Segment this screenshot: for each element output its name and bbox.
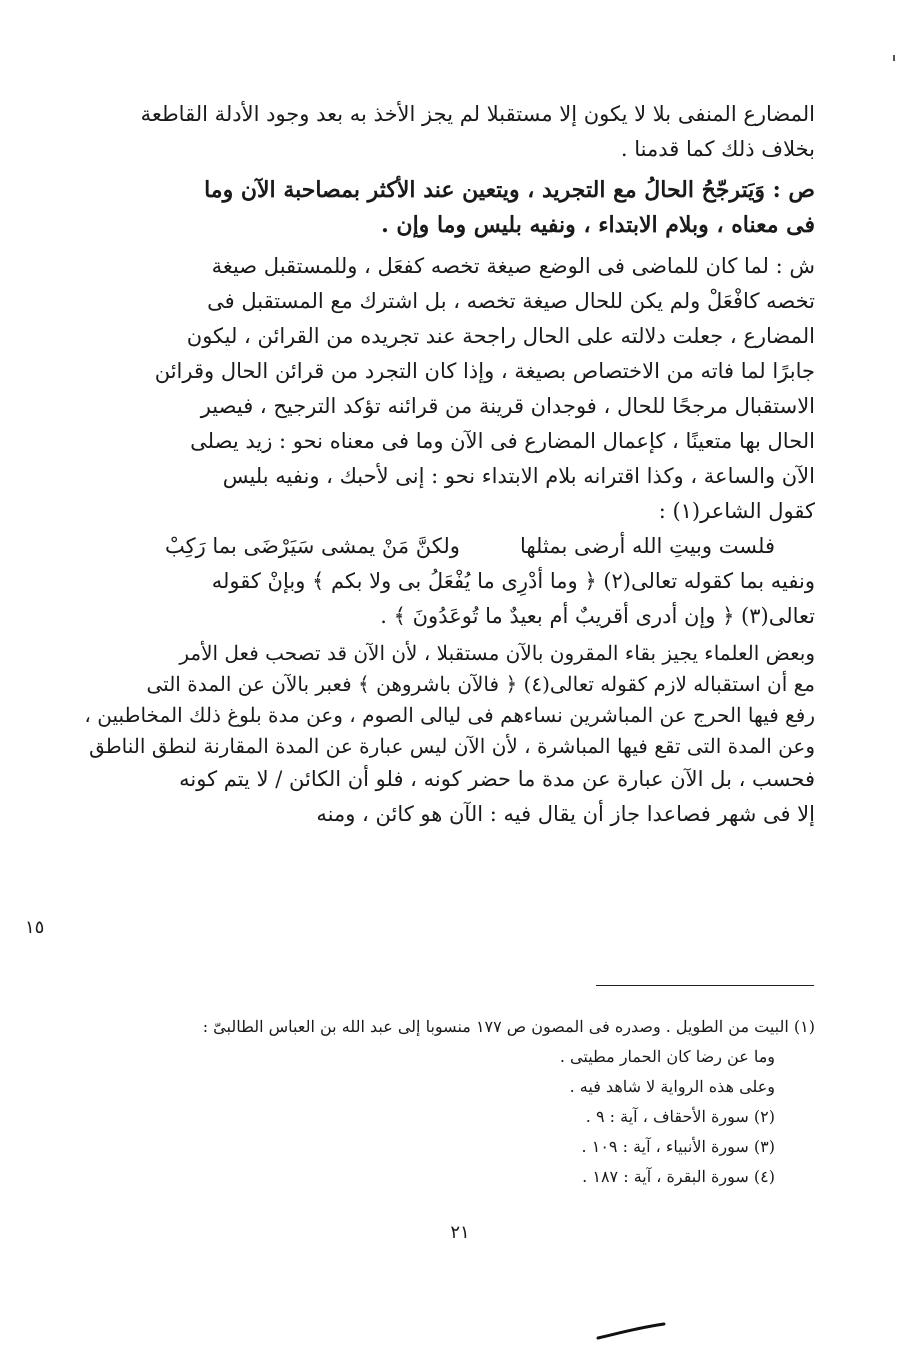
text-line: فحسب ، بل الآن عبارة عن مدة ما حضر كونه ، فلو أن الكائن / لا يتم كونه xyxy=(179,767,815,791)
verse-first-hemistich: فلست وبيتِ الله أرضى بمثلها xyxy=(519,534,776,558)
text-line: مع أن استقباله لازم كقوله تعالى(٤) ﴿ فالآن باشروهن ﴾ فعبر بالآن عن المدة التى xyxy=(146,672,815,696)
footnote: (٣) سورة الأنبياء ، آية : ١٠٩ . xyxy=(581,1137,775,1156)
text-line: رفع فيها الحرج عن المباشرين نساءهم فى ليالى الصوم ، وعن مدة بلوغ ذلك المخاطبين ، xyxy=(84,703,815,727)
main-text xyxy=(84,97,815,832)
text-line: المضارع المنفى بلا لا يكون إلا مستقبلا لم يجز الأخذ به بعد وجود الأدلة القاطعة xyxy=(140,102,815,126)
pen-stroke-mark xyxy=(596,1320,666,1342)
margin-line-number: ١٥ xyxy=(25,917,45,938)
matn-line: فى معناه ، وبلام الابتداء ، ونفيه بليس وما وإن . xyxy=(381,212,815,238)
footnote-continuation: وعلى هذه الرواية لا شاهد فيه . xyxy=(569,1077,775,1096)
footnote-continuation: وما عن رضا كان الحمار مطيتى . xyxy=(559,1047,775,1066)
commentary-line: الحال بها متعينًا ، كإعمال المضارع فى الآن وما فى معناه نحو : زيد يصلى xyxy=(190,429,815,453)
scan-mark xyxy=(893,55,895,61)
poetry-verse xyxy=(125,529,815,564)
commentary-line: الاستقبال مرجحًا للحال ، فوجدان قرينة من قرائنه تؤكد الترجيح ، فيصير xyxy=(200,394,815,418)
text-line: وعن المدة التى تقع فيها المباشرة ، لأن الآن ليس عبارة عن المدة المقارنة لنطق الناطق xyxy=(89,734,815,758)
page-number: ٢١ xyxy=(450,1222,470,1243)
matn-line: ص : وَيَترجّحُ الحالُ مع التجريد ، ويتعين عند الأكثر بمصاحبة الآن وما xyxy=(204,177,815,203)
text-line: بخلاف ذلك كما قدمنا . xyxy=(620,137,815,161)
commentary-line: كقول الشاعر(١) : xyxy=(658,499,815,523)
commentary-line: الآن والساعة ، وكذا اقترانه بلام الابتداء نحو : إنى لأحبك ، ونفيه بليس xyxy=(222,464,815,488)
text-line: ونفيه بما كقوله تعالى(٢) ﴿ وما أدْرِى ما يُفْعَلُ بى ولا بكم ﴾ وبإنْ كقوله xyxy=(211,569,815,593)
footnote: (١) البيت من الطويل . وصدره فى المصون ص ١٧٧ منسوبا إلى عبد الله بن العباس الطالبىّ : xyxy=(202,1017,815,1036)
footnote: (٤) سورة البقرة ، آية : ١٨٧ . xyxy=(582,1167,775,1186)
footnote-divider xyxy=(596,985,814,986)
commentary-line: جابرًا لما فاته من الاختصاص بصيغة ، وإذا كان التجرد من قرائن الحال وقرائن xyxy=(154,359,815,383)
footnotes xyxy=(180,1012,815,1192)
commentary-line: تخصه كافْعَلْ ولم يكن للحال صيغة تخصه ، بل اشترك مع المستقبل فى xyxy=(207,289,815,313)
text-line: تعالى(٣) ﴿ وإن أدرى أقريبٌ أم بعيدٌ ما تُوعَدُونَ ﴾ . xyxy=(380,604,815,628)
verse-second-hemistich: ولكنَّ مَنْ يمشى سَيَرْضَى بما رَكِبْ xyxy=(164,534,460,558)
commentary-line: المضارع ، جعلت دلالته على الحال راجحة عند تجريده من القرائن ، ليكون xyxy=(186,324,815,348)
text-line: إلا فى شهر فصاعدا جاز أن يقال فيه : الآن هو كائن ، ومنه xyxy=(316,802,815,826)
text-line: وبعض العلماء يجيز بقاء المقرون بالآن مستقبلا ، لأن الآن قد تصحب فعل الأمر xyxy=(179,641,815,665)
footnote: (٢) سورة الأحقاف ، آية : ٩ . xyxy=(585,1107,775,1126)
commentary-line: ش : لما كان للماضى فى الوضع صيغة تخصه كفعَل ، وللمستقبل صيغة xyxy=(211,254,815,278)
